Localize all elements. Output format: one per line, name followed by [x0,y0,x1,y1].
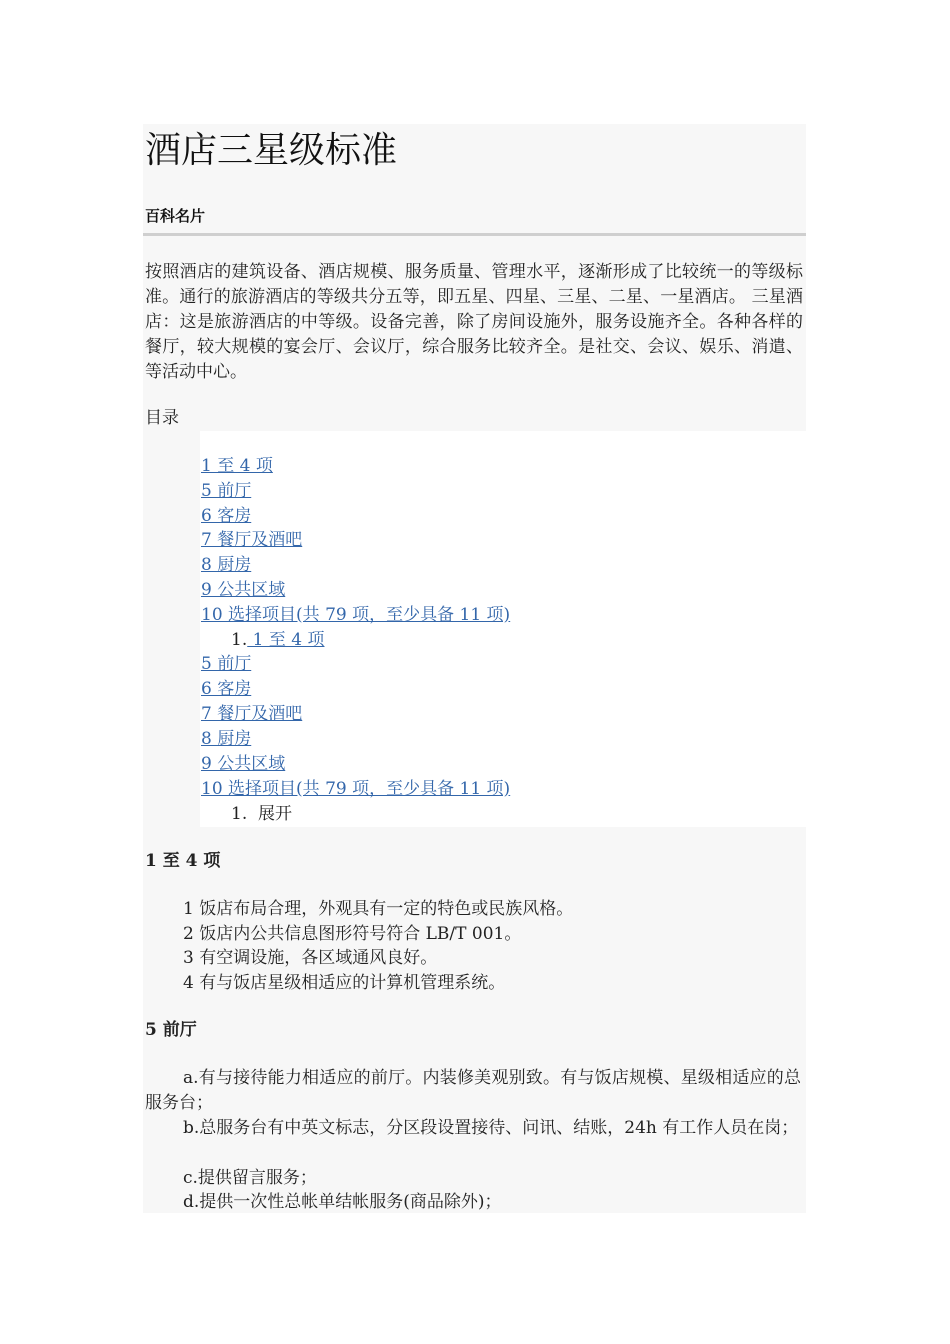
toc-link[interactable]: 5 前厅 [201,481,252,501]
toc-link[interactable]: 7 餐厅及酒吧 [201,530,303,550]
toc-item[interactable] [201,603,510,628]
section-paragraph: a.有与接待能力相适应的前厅。内装修美观别致。有与饭店规模、星级相适应的总服务台； [145,1068,801,1113]
toc-link[interactable]: 9 公共区域 [201,754,286,774]
page-title: 酒店三星级标准 [145,130,398,171]
divider [143,233,806,236]
intro-paragraph: 按照酒店的建筑设备、酒店规模、服务质量、管理水平，逐渐形成了比较统一的等级标准。通行的旅游酒店的等级共分五等，即五星、四星、三星、二星、一星酒店。 三星酒店：这是旅游酒店的中等级。设备完善，除了房间设施外，服务设施齐全。各种各样的餐厅，较大规模的宴会厅、会议厅，综合服务比较齐全。是社交、会议、娱乐、消遣、等活动中心。 [145,262,803,382]
list-item: 2 饭店内公共信息图形符号符合 LB/T 001。 [183,924,522,944]
list-item: 3 有空调设施，各区域通风良好。 [183,948,438,968]
toc-expand[interactable] [231,802,292,827]
section-paragraph: d.提供一次性总帐单结帐服务(商品除外)； [183,1192,502,1212]
toc-link[interactable]: 1 至 4 项 [201,456,273,476]
toc-link[interactable]: 8 厨房 [201,729,252,749]
list-item: 1 饭店布局合理，外观具有一定的特色或民族风格。 [183,899,574,919]
toc-link[interactable]: 5 前厅 [201,654,252,674]
section-title: 1 至 4 项 [145,851,221,871]
toc-link[interactable]: 10 选择项目(共 79 项，至少具备 11 项) [201,779,511,799]
toc-sub-number: 1. [231,804,248,824]
toc-item[interactable] [201,504,251,529]
list-item: 4 有与饭店星级相适应的计算机管理系统。 [183,973,506,993]
toc-link[interactable]: 7 餐厅及酒吧 [201,704,303,724]
card-label: 百科名片 [145,207,206,225]
toc-link[interactable]: 9 公共区域 [201,580,286,600]
expand-label[interactable]: 展开 [258,804,293,824]
toc-link[interactable]: 6 客房 [201,679,252,699]
toc-heading: 目录 [145,408,179,428]
toc-item[interactable] [201,578,285,603]
toc-link[interactable]: 8 厨房 [201,555,252,575]
toc-link[interactable]: 6 客房 [201,506,252,526]
toc-link[interactable]: 1 至 4 项 [247,630,325,650]
section-title: 5 前厅 [145,1020,197,1040]
toc-sub-number: 1. [231,630,248,650]
toc-item[interactable] [201,702,302,727]
toc-link[interactable]: 10 选择项目(共 79 项，至少具备 11 项) [201,605,511,625]
document-body [143,124,806,1213]
toc-subitem[interactable] [231,628,324,653]
toc-item[interactable] [201,652,251,677]
toc-item[interactable] [201,553,251,578]
toc-item[interactable] [201,454,273,479]
toc-item[interactable] [201,727,251,752]
toc-item[interactable] [201,777,510,802]
toc-item[interactable] [201,528,302,553]
section-paragraph: c.提供留言服务； [183,1168,317,1188]
toc-item[interactable] [201,752,285,777]
toc-item[interactable] [201,677,251,702]
toc-item[interactable] [201,479,251,504]
section-paragraph: b.总服务台有中英文标志，分区段设置接待、问讯、结账，24h 有工作人员在岗； [183,1118,799,1138]
